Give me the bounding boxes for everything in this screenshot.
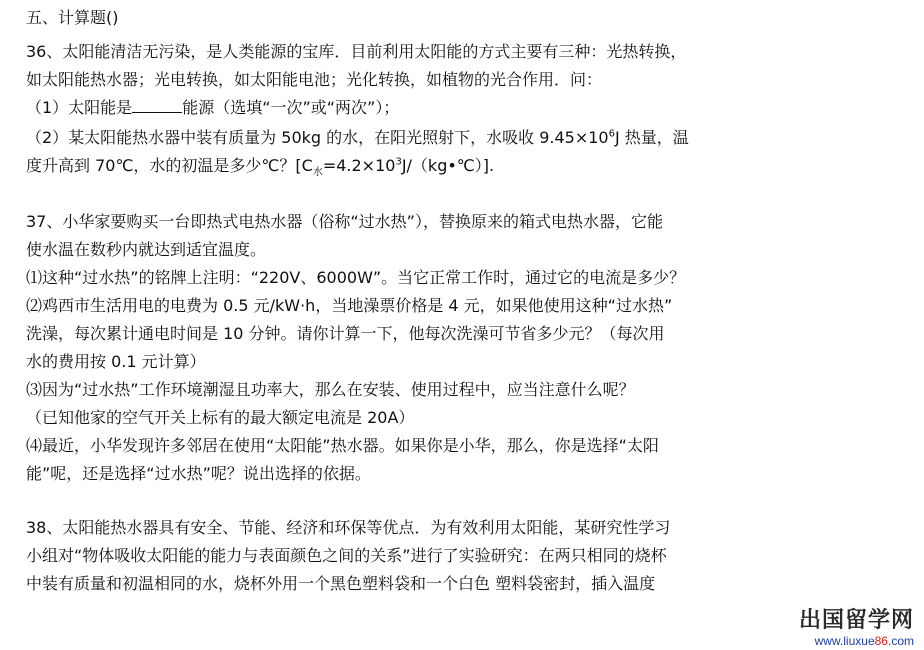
watermark-url bbox=[764, 634, 914, 648]
site-watermark bbox=[764, 608, 914, 648]
exponent: 3 bbox=[395, 156, 402, 168]
q36-part-2-text-d: =4.2×10 bbox=[322, 156, 396, 175]
subscript: 水 bbox=[312, 167, 323, 179]
q38-line-2: 小组对“物体吸收太阳能的能力与表面颜色之间的关系”进行了实验研究：在两只相同的烧杯 bbox=[26, 546, 667, 565]
q36-part-2-text-b: J 热量，温 bbox=[615, 128, 689, 147]
q36-part-2-text-e: J/（kg•℃）]. bbox=[401, 156, 495, 175]
watermark-url-pre: www.liuxue bbox=[814, 634, 875, 648]
watermark-url-num: 86 bbox=[874, 634, 888, 648]
q37-part-2-line-1: ⑵鸡西市生活用电的电费为 0.5 元/kW·h，当地澡票价格是 4 元，如果他使用这种“过水热” bbox=[26, 296, 673, 315]
answer-blank bbox=[132, 98, 182, 113]
watermark-url-post: .com bbox=[887, 634, 914, 648]
q37-line-1: 37、小华家要购买一台即热式电热水器（俗称“过水热”），替换原来的箱式电热水器，它能 bbox=[26, 212, 663, 231]
q36-part-2-line-1 bbox=[26, 124, 689, 152]
q37-part-1: ⑴这种“过水热”的铭牌上注明：“220V、6000W”。当它正常工作时，通过它的电流是多少？ bbox=[26, 268, 686, 287]
q37-part-3-line-1: ⑶因为“过水热”工作环境潮湿且功率大，那么在安装、使用过程中，应当注意什么呢？ bbox=[26, 380, 635, 399]
q38-line-1: 38、太阳能热水器具有安全、节能、经济和环保等优点．为有效利用太阳能，某研究性学习 bbox=[26, 518, 671, 537]
q37-part-2-line-2: 洗澡，每次累计通电时间是 10 分钟。请你计算一下，他每次洗澡可节省多少元？（每次用 bbox=[26, 324, 665, 343]
q37-line-2: 使水温在数秒内就达到适宜温度。 bbox=[26, 240, 267, 259]
q36-part-1 bbox=[26, 94, 399, 122]
q36-part-1-post: 能源（选填“一次”或“两次”）； bbox=[182, 98, 400, 117]
q36-line-1: 36、太阳能清洁无污染，是人类能源的宝库．目前利用太阳能的方式主要有三种：光热转换， bbox=[26, 42, 687, 61]
q38-line-3: 中装有质量和初温相同的水，烧杯外用一个黑色塑料袋和一个白色 塑料袋密封，插入温度 bbox=[26, 574, 656, 593]
q36-part-1-pre: （1）太阳能是 bbox=[26, 98, 133, 117]
q37-part-4-line-2: 能”呢，还是选择“过水热”呢？说出选择的依据。 bbox=[26, 464, 371, 483]
watermark-title: 出国留学网 bbox=[798, 608, 914, 633]
q37-part-2-line-3: 水的费用按 0.1 元计算） bbox=[26, 352, 206, 371]
q36-part-2-text-a: （2）某太阳能热水器中装有质量为 50kg 的水，在阳光照射下，水吸收 9.45×10 bbox=[26, 128, 609, 147]
q37-part-3-line-2: （已知他家的空气开关上标有的最大额定电流是 20A） bbox=[26, 408, 415, 427]
q36-part-2-line-2 bbox=[26, 152, 494, 180]
exponent: 6 bbox=[608, 128, 615, 140]
q36-line-2: 如太阳能热水器；光电转换，如太阳能电池；光化转换，如植物的光合作用．问： bbox=[26, 70, 603, 89]
section-heading: 五、计算题() bbox=[26, 8, 119, 27]
q37-part-4-line-1: ⑷最近，小华发现许多邻居在使用“太阳能”热水器。如果你是小华，那么，你是选择“太阳 bbox=[26, 436, 659, 455]
q36-part-2-text-c: 度升高到 70℃，水的初温是多少℃？[C bbox=[26, 156, 313, 175]
